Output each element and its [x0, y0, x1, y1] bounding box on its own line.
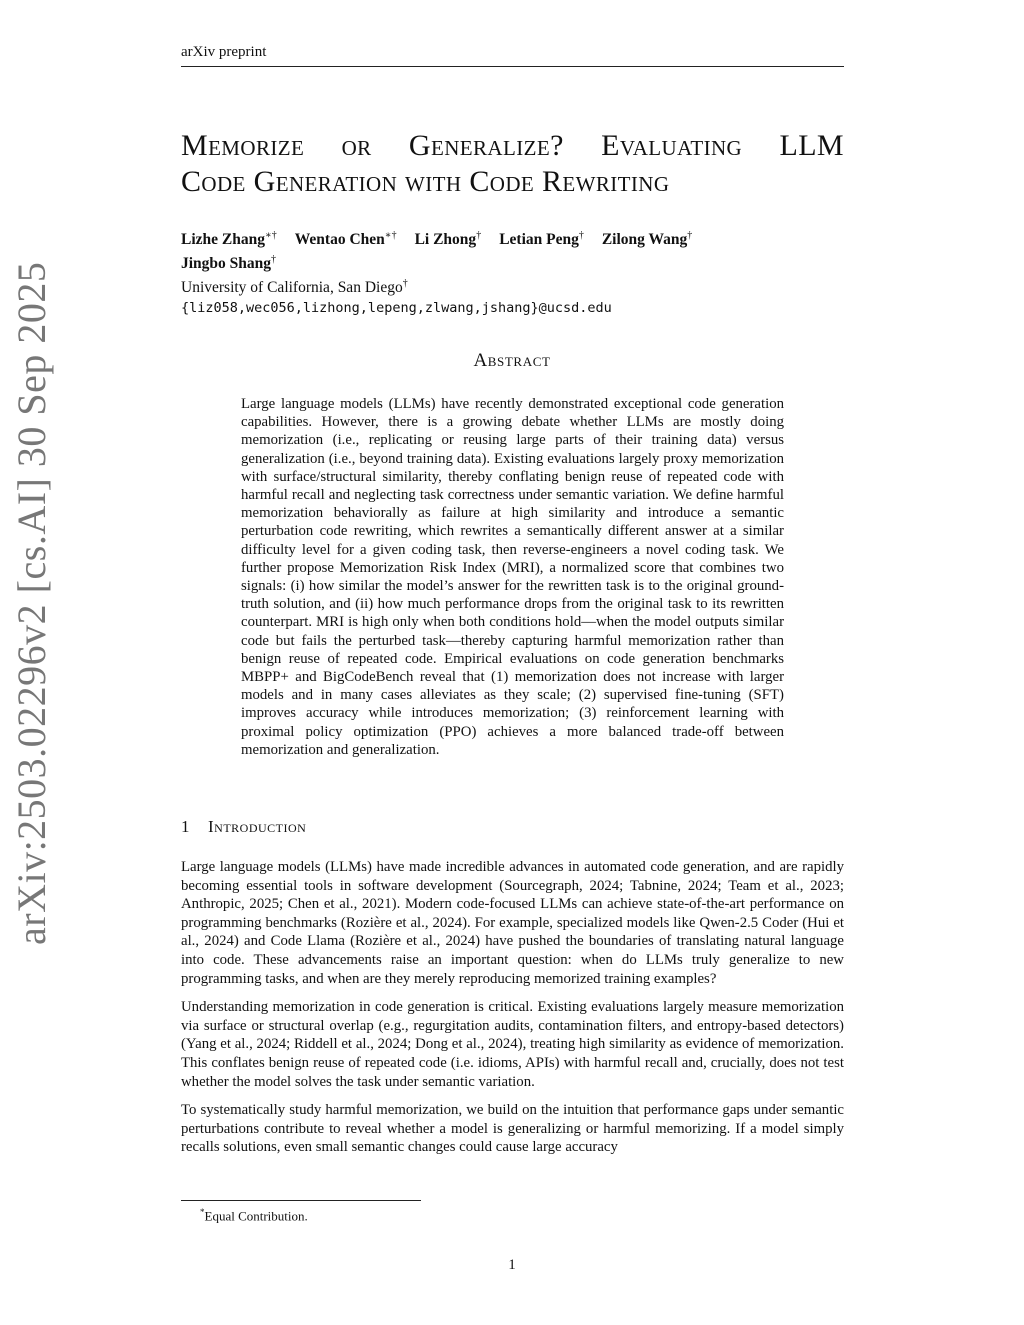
running-head: arXiv preprint [181, 44, 267, 60]
author: Lizhe Zhang∗† [181, 230, 277, 249]
author: Letian Peng† [499, 230, 584, 249]
footnote [200, 1207, 308, 1224]
title-line-1: Memorize or Generalize? Evaluating LLM [181, 129, 844, 162]
abstract-text: Large language models (LLMs) have recently demonstrated exceptional code generation capabilities. However, there is a growing debate whether LLMs are mostly doing memorization (i.e., replicating or reusing large parts of their training data) versus generalization (i.e., beyond training data). Existing evaluations largely proxy memorization with surface/structural similarity, thereby conflating benign reuse of repeated code with harmful recall and neglecting task correctness under semantic variation. We define harmful memorization behaviorally as failure at high similarity and introduce a semantic perturbation code rewriting, which rewrites a semantically different answer at a similar difficulty level for a given coding task, then reverse-engineers a novel coding task. We further propose Memorization Risk Index (MRI), a normalized score that combines two signals: (i) how similar the model’s answer for the rewritten task is to the original ground-truth solution, and (ii) how much performance drops from the original task to its rewritten counterpart. MRI is high only when both conditions hold—when the model outputs similar code but fails the perturbed task—thereby capturing harmful memorization rather than benign reuse of repeated code. Empirical evaluations on code generation benchmarks MBPP+ and BigCodeBench reveal that (1) memorization does not increase with larger models and in many cases alleviates as they scale; (2) supervised fine-tuning (SFT) improves accuracy while introduces memorization; (3) reinforcement learning with proximal policy optimization (PPO) achieves a more balanced trade-off between memorization and generalization. [241, 396, 784, 758]
author-block [181, 226, 844, 318]
arxiv-side-stamp: arXiv:2503.02296v2 [cs.AI] 30 Sep 2025 [9, 261, 54, 945]
footnote-text: Equal Contribution. [204, 1208, 308, 1224]
author: Wentao Chen∗† [294, 230, 397, 249]
author: Li Zhong† [414, 230, 482, 249]
author: Jingbo Shang† [181, 254, 277, 273]
title-line-2: Code Generation with Code Rewriting [181, 165, 670, 198]
intro-paragraph-2: Understanding memorization in code generation is critical. Existing evaluations largely measure memorization via surface or structural overlap (e.g., regurgitation audits, contamination filters, and entropy-based detectors) (Yang et al., 2024; Riddell et al., 2024; Dong et al., 2024), treating high similarity as evidence of memorization. This conflates benign reuse of repeated code (i.e. idioms, APIs) with harmful recall and, crucially, does not test whether the model solves the task under semantic variation. [181, 999, 844, 1090]
affiliation: University of California, San Diego† [181, 278, 408, 297]
footnote-mark: * [200, 1207, 205, 1217]
paper-title [181, 128, 844, 200]
section-title: Introduction [208, 817, 307, 836]
section-heading-introduction [181, 817, 306, 837]
section-number: 1 [181, 817, 190, 836]
introduction-body [181, 858, 844, 1167]
author: Zilong Wang† [601, 230, 693, 249]
header-rule [181, 66, 844, 67]
author-list [181, 226, 844, 274]
footnote-rule [181, 1200, 421, 1201]
intro-paragraph-1: Large language models (LLMs) have made incredible advances in automated code generation, and are rapidly becoming essential tools in software development (Sourcegraph, 2024; Tabnine, 2024; Team et al., 2023; Anthropic, 2025; Chen et al., 2021). Modern code-focused LLMs can achieve state-of-the-art performance on programming benchmarks (Rozière et al., 2024). For example, specialized models like Qwen-2.5 Coder (Hui et al., 2024) and Code Llama (Rozière et al., 2024) have pushed the boundaries of translating natural language into code. These advancements raise an important question: when do LLMs truly generalize to new programming tasks, and when are they merely reproducing memorized training examples? [181, 859, 844, 987]
intro-paragraph-3: To systematically study harmful memorization, we build on the intuition that performance gaps under semantic perturbations contribute to reveal whether a model is generalizing or harmful memorizing. If a model simply recalls solutions, even small semantic changes could cause large accuracy [181, 1102, 844, 1156]
author-emails[interactable]: {liz058,wec056,lizhong,lepeng,zlwang,jshang}@ucsd.edu [181, 300, 612, 317]
abstract-heading: Abstract [473, 350, 551, 371]
page-number: 1 [508, 1257, 516, 1273]
